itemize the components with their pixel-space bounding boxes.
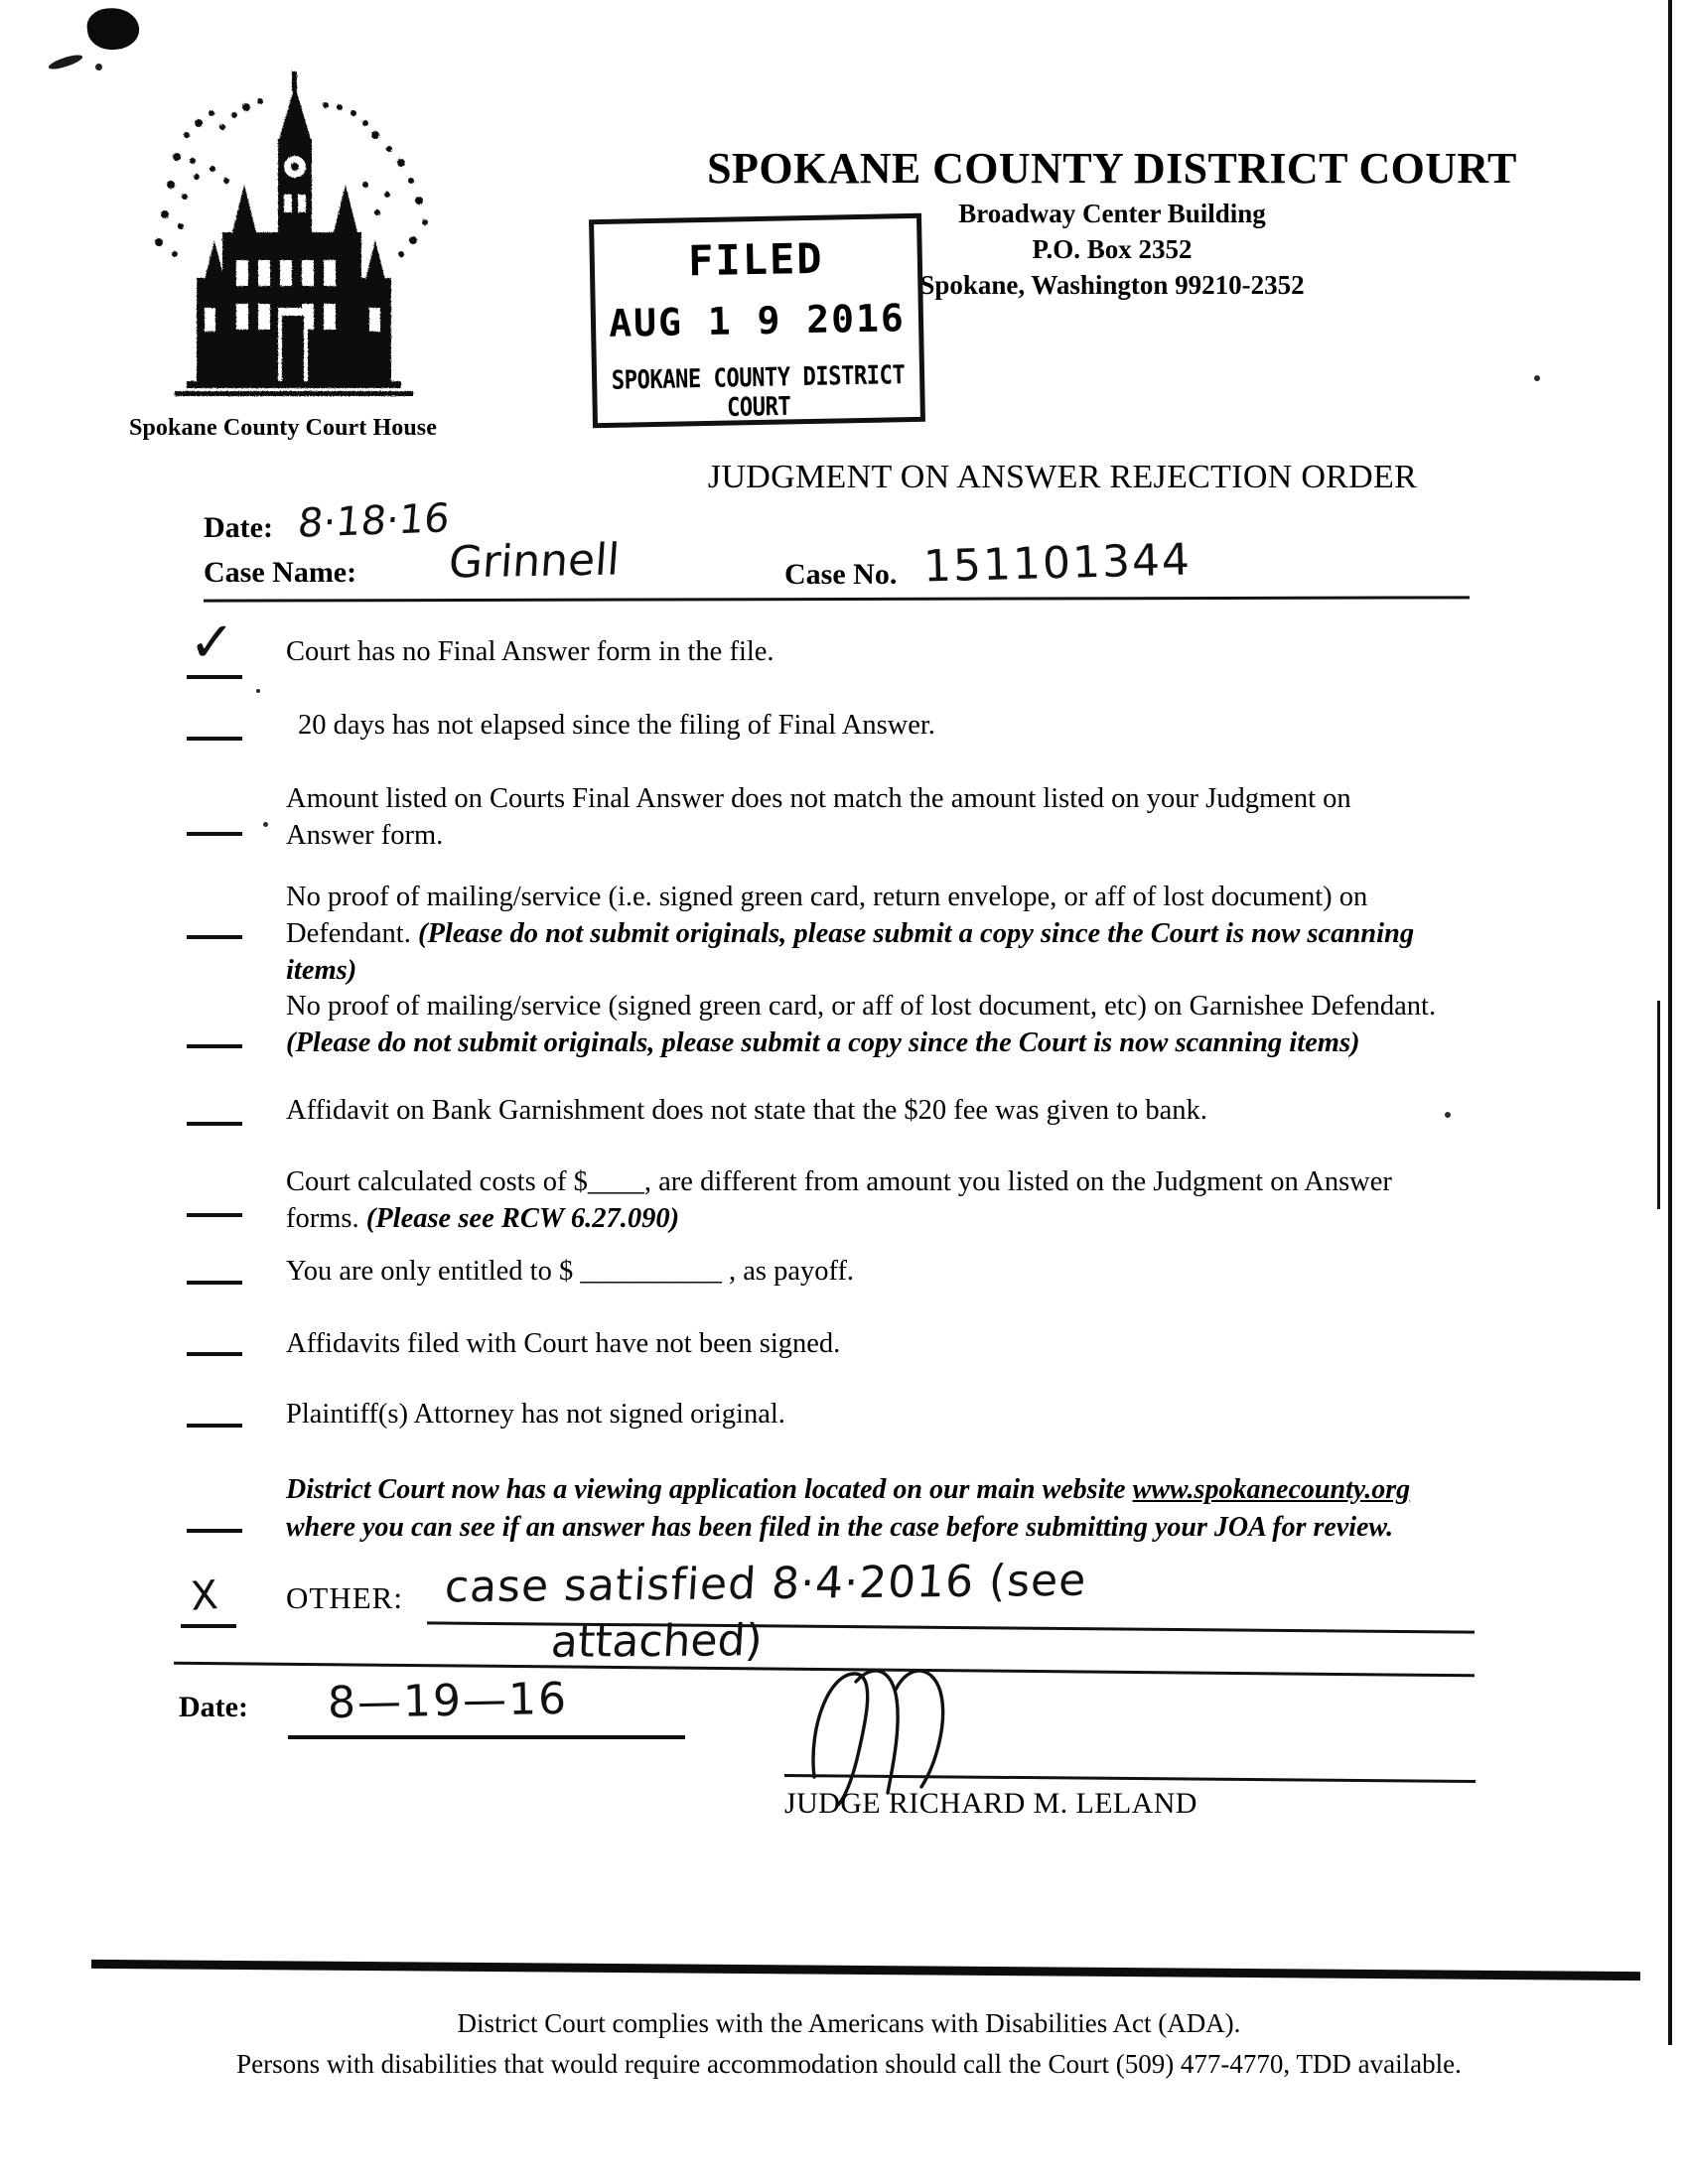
ada-footer-line-1: District Court complies with the Americans with Disabilities Act (ADA). <box>457 2008 1241 2038</box>
page-title: JUDGMENT ON ANSWER REJECTION ORDER <box>707 459 1418 495</box>
notice-line-1-pre: District Court now has a viewing application located on our main website <box>286 1474 1133 1505</box>
checklist-item-text: 20 days has not elapsed since the filing of Final Answer. <box>298 710 935 741</box>
scan-right-margin-line-secondary <box>1657 1001 1660 1209</box>
scan-speck <box>1445 1112 1451 1118</box>
checkbox-line[interactable] <box>187 935 242 939</box>
checklist-item-italic: (Please do not submit originals, please submit a copy since the Court is now scanning items) <box>286 918 1415 987</box>
scan-top-edge <box>0 0 1688 16</box>
filed-stamp <box>589 213 925 428</box>
courthouse-illustration <box>127 66 455 401</box>
checkbox-mark-checked[interactable]: ✓ <box>189 611 235 675</box>
checkbox-line[interactable] <box>187 1352 242 1356</box>
checkbox-line[interactable] <box>181 1624 236 1628</box>
case-name-label: Case Name: <box>204 556 357 589</box>
checklist-item-plain: No proof of mailing/service (signed green card, or aff of lost document, etc) on Garnishee Defendant. <box>286 991 1437 1022</box>
address-line-2: P.O. Box 2352 <box>1032 233 1193 264</box>
checklist-item-text: You are only entitled to $ __________ , as payoff. <box>286 1256 855 1287</box>
notice-line-2: where you can see if an answer has been filed in the case before submitting your JOA for review. <box>286 1511 1394 1543</box>
scan-artifact-mark <box>47 53 83 72</box>
checkbox-line[interactable] <box>187 1122 242 1126</box>
checklist-item-text <box>286 988 1448 1061</box>
checkbox-line[interactable] <box>187 832 242 836</box>
checkbox-line[interactable] <box>187 675 242 679</box>
signature-date-label: Date: <box>179 1691 248 1723</box>
other-handwritten-line-2: attached) <box>549 1615 765 1668</box>
court-title: SPOKANE COUNTY DISTRICT COURT <box>707 144 1517 193</box>
case-number-handwritten-value: 151101344 <box>922 534 1193 593</box>
other-label: OTHER: <box>286 1580 403 1615</box>
checklist-item-italic: (Please see RCW 6.27.090) <box>365 1203 680 1235</box>
ada-footer-line-2: Persons with disabilities that would require accommodation should call the Court (509) 477-4770, TDD available. <box>236 2048 1462 2079</box>
checklist-item-line-a: Amount listed on Courts Final Answer does not match the amount listed on your Judgment on Answer form. <box>286 783 1351 852</box>
date-handwritten-value: 8·18·16 <box>296 495 452 547</box>
checkbox-line[interactable] <box>187 1529 242 1533</box>
footer-divider <box>91 1960 1640 1980</box>
address-line-3: Spokane, Washington 99210-2352 <box>919 269 1305 300</box>
checkbox-line[interactable] <box>187 1424 242 1428</box>
courthouse-caption: Spokane County Court House <box>129 415 437 441</box>
viewing-application-notice <box>286 1471 1458 1546</box>
scan-artifact-dot <box>95 64 102 70</box>
ada-footer <box>119 2003 1579 2084</box>
scan-right-margin-line <box>1668 0 1672 2045</box>
case-name-rule <box>204 596 1470 602</box>
checkbox-line[interactable] <box>187 1281 242 1285</box>
spokane-county-website-link[interactable]: www.spokanecounty.org <box>1132 1474 1411 1505</box>
checklist-item-text: Affidavits filed with Court have not been signed. <box>286 1328 841 1359</box>
signature-date-handwritten-value: 8—19—16 <box>327 1673 569 1729</box>
judge-name: JUDGE RICHARD M. LELAND <box>784 1787 1197 1820</box>
checkbox-mark-other[interactable]: X <box>189 1572 219 1620</box>
signature-date-rule <box>288 1735 685 1739</box>
checklist-item-text: Court has no Final Answer form in the file. <box>286 636 774 667</box>
case-number-label: Case No. <box>784 558 898 591</box>
checklist-item-plain: No proof of mailing/service (i.e. signed green card, return envelope, or aff of lost document) on Defendant. <box>286 882 1368 950</box>
filed-stamp-date: AUG 1 9 2016 <box>608 296 907 345</box>
checklist-item-text <box>286 879 1448 989</box>
checklist-item-italic: (Please do not submit originals, please submit a copy since the Court is now scanning items) <box>286 1027 1360 1059</box>
case-name-handwritten-value: Grinnell <box>447 534 622 589</box>
checklist-item-text <box>286 1163 1458 1237</box>
scan-speck <box>263 822 268 827</box>
scan-speck <box>1534 375 1540 381</box>
filed-stamp-court: SPOKANE COUNTY DISTRICT COURT <box>611 360 906 424</box>
scan-speck <box>256 689 260 693</box>
filed-stamp-word: FILED <box>687 233 824 286</box>
checklist-item-plain: Court calculated costs of $____, are different from amount you listed on the Judgment on Answer forms. <box>286 1166 1392 1235</box>
checklist-item-text <box>286 780 1418 854</box>
checklist-item-text: Plaintiff(s) Attorney has not signed original. <box>286 1399 785 1430</box>
address-line-1: Broadway Center Building <box>958 199 1266 228</box>
other-handwritten-line-1: case satisfied 8·4·2016 (see <box>443 1555 1088 1613</box>
date-label: Date: <box>204 511 273 544</box>
checkbox-line[interactable] <box>187 1044 242 1048</box>
checkbox-line[interactable] <box>187 737 242 741</box>
checkbox-line[interactable] <box>187 1213 242 1217</box>
checklist-item-text: Affidavit on Bank Garnishment does not state that the $20 fee was given to bank. <box>286 1095 1207 1126</box>
